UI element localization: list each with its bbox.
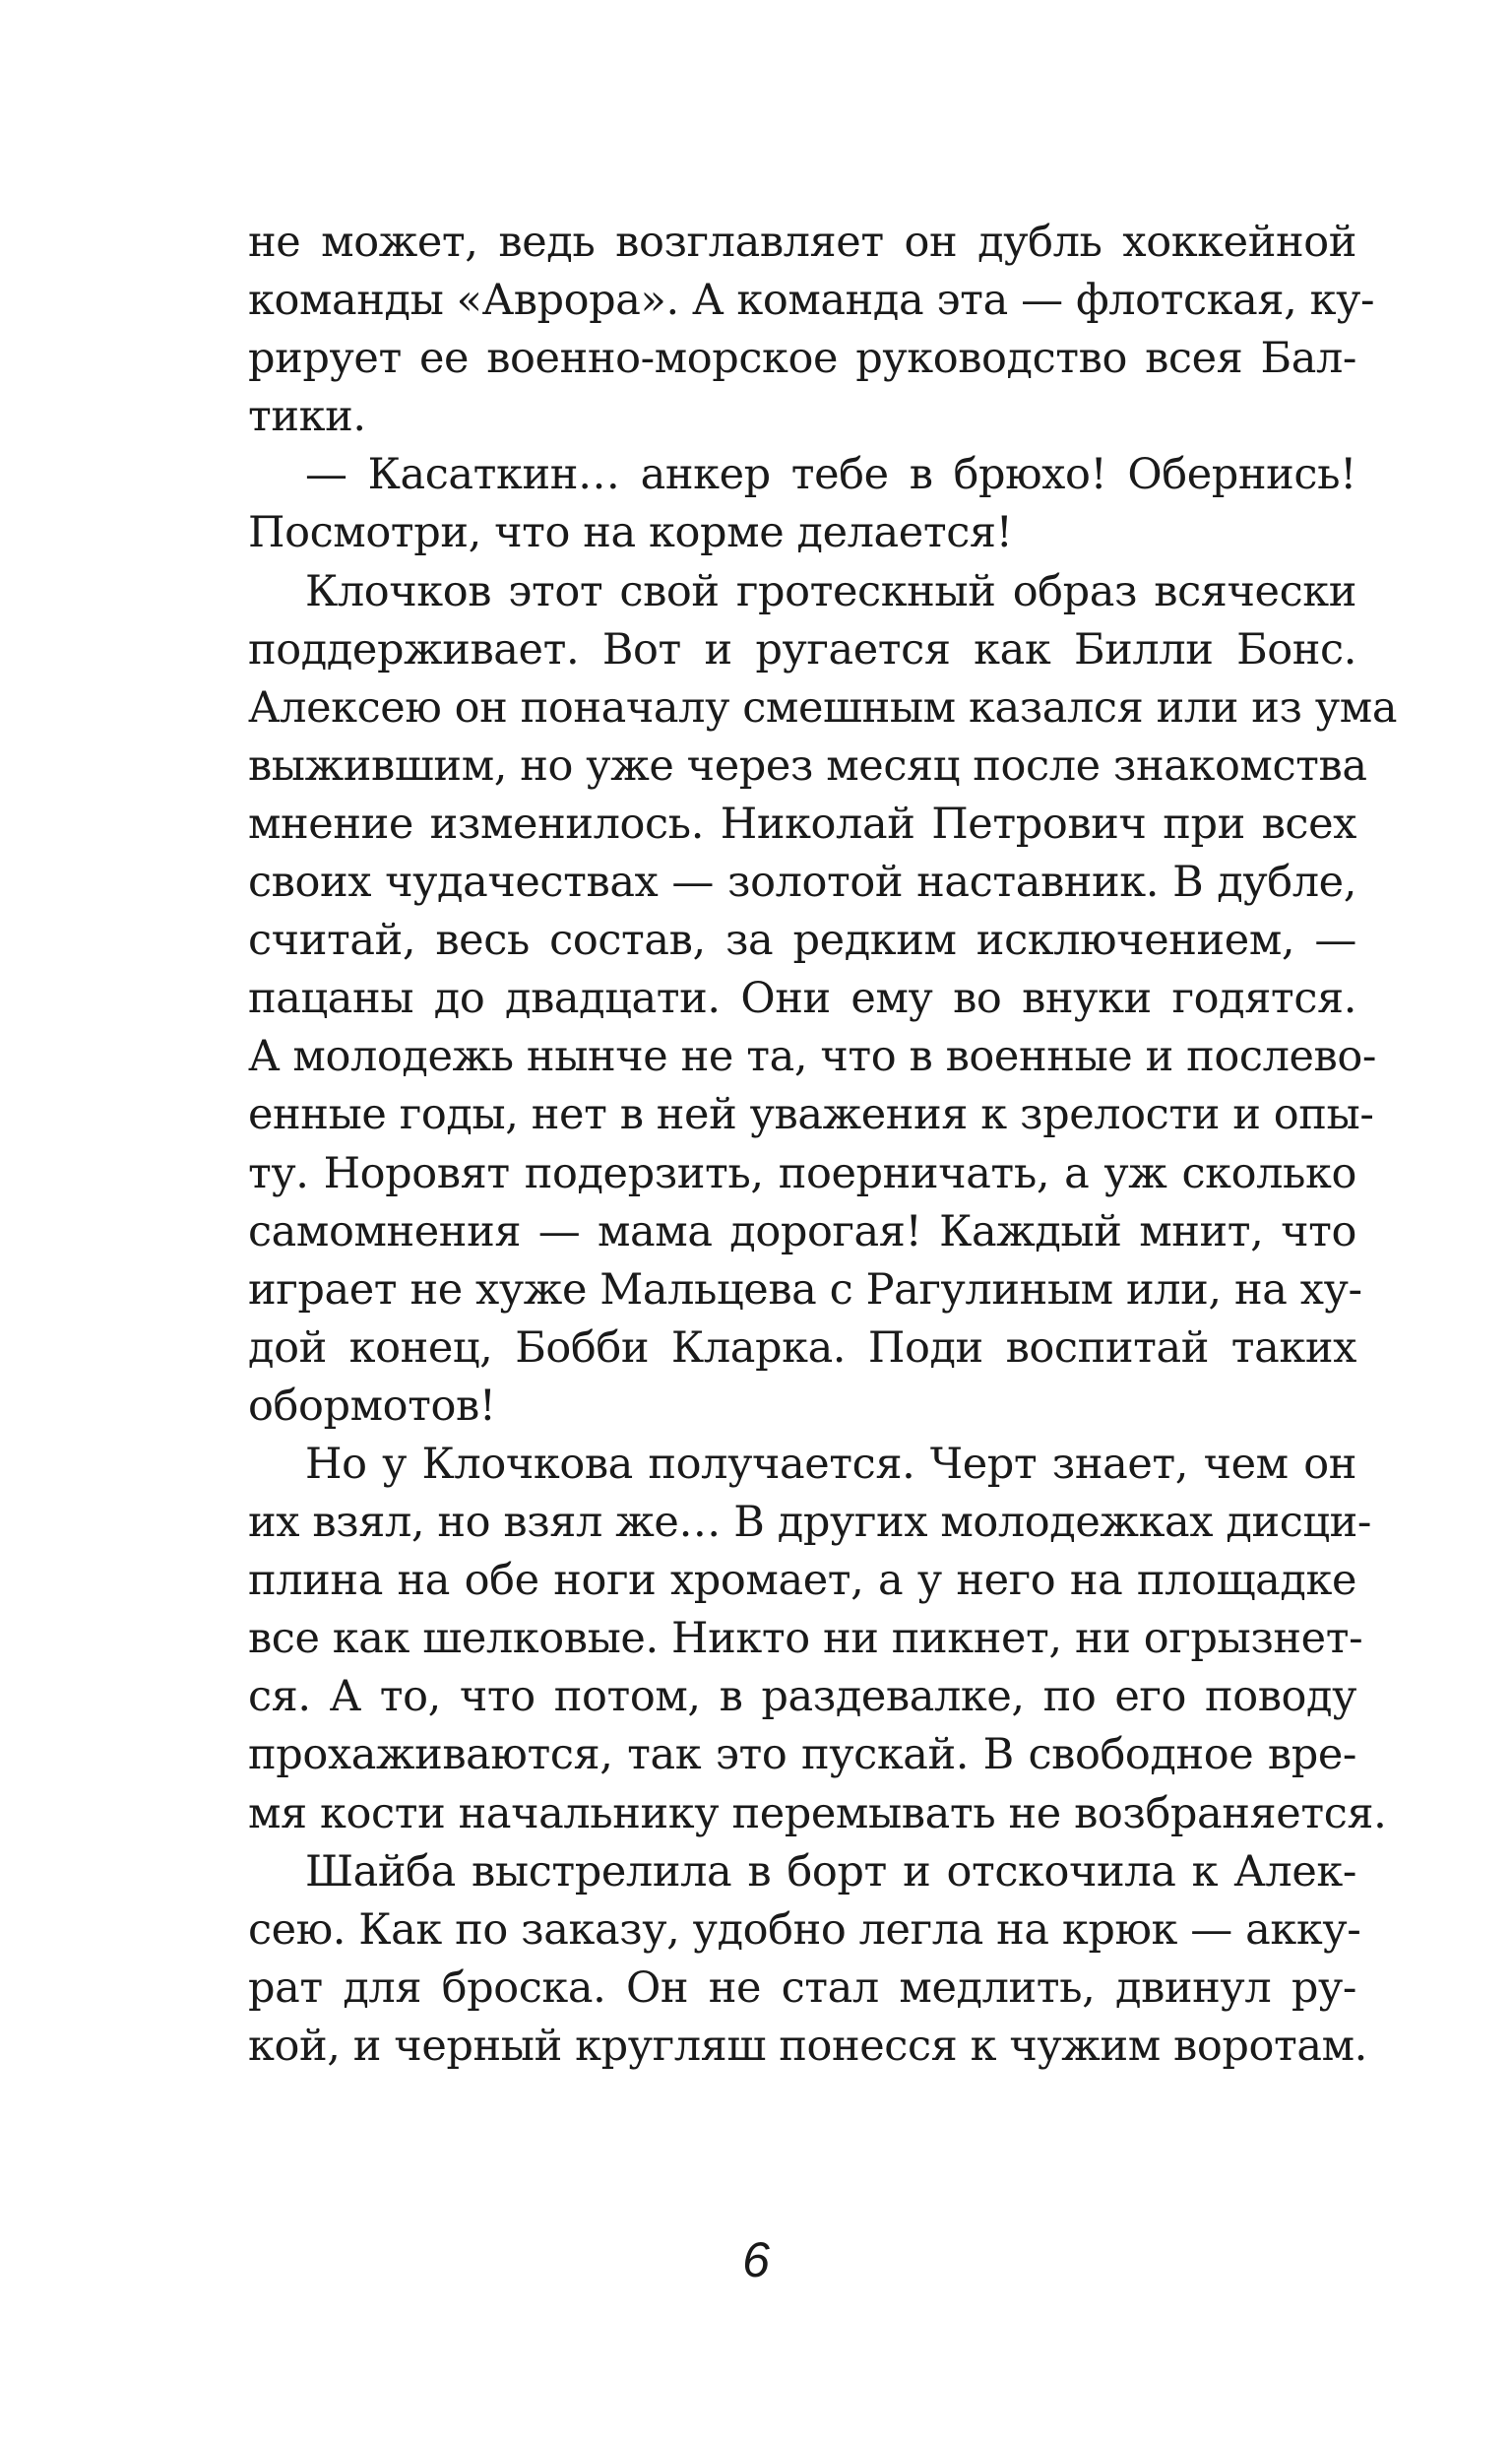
text-line: все как шелковые. Никто ни пикнет, ни огрызнет- (248, 1614, 1363, 1664)
text-line: Алексею он поначалу смешным казался или из ума (248, 682, 1398, 733)
text-line: их взял, но взял же… В других молодежках дисци- (248, 1498, 1372, 1548)
text-line: Но у Клочкова получается. Черт знает, чем он (305, 1439, 1356, 1489)
text-line: тики. (248, 392, 366, 442)
text-line: Шайба выстрелила в борт и отскочила к Алек- (305, 1846, 1356, 1897)
text-line: пацаны до двадцати. Они ему во внуки годятся. (248, 974, 1356, 1024)
text-line: кой, и черный кругляш понесся к чужим воротам. (248, 2021, 1367, 2071)
body-text (248, 214, 1398, 2076)
text-line: Посмотри, что на корме делается! (248, 508, 1013, 558)
text-line: дой конец, Бобби Кларка. Поди воспитай таких (248, 1322, 1356, 1373)
text-line: Клочков этот свой гротескный образ всячески (305, 566, 1356, 616)
text-line: мнение изменилось. Николай Петрович при всех (248, 799, 1356, 849)
text-line: ся. А то, что потом, в раздевалке, по его поводу (248, 1672, 1356, 1722)
text-line: енные годы, нет в ней уважения к зрелости и опы- (248, 1090, 1374, 1140)
text-line: самомнения — мама дорогая! Каждый мнит, что (248, 1206, 1356, 1256)
text-line: А молодежь нынче не та, что в военные и послево- (248, 1032, 1376, 1082)
text-line: обормотов! (248, 1381, 496, 1431)
text-line: играет не хуже Мальцева с Рагулиным или, на ху- (248, 1264, 1362, 1315)
text-line: поддерживает. Вот и ругается как Билли Бонс. (248, 624, 1356, 675)
text-line: ту. Норовят подерзить, поерничать, а уж сколько (248, 1148, 1356, 1198)
text-line: мя кости начальнику перемывать не возбраняется. (248, 1788, 1387, 1838)
text-line: выжившим, но уже через месяц после знакомства (248, 740, 1367, 791)
text-line: — Касаткин… анкер тебе в брюхо! Обернись! (305, 450, 1356, 500)
text-line: плина на обе ноги хромает, а у него на площадке (248, 1556, 1356, 1606)
text-line: команды «Аврора». А команда эта — флотская, ку- (248, 276, 1375, 326)
text-line: рат для броска. Он не стал медлить, двинул ру- (248, 1962, 1356, 2013)
text-line: прохаживаются, так это пускай. В свободное вре- (248, 1730, 1356, 1780)
text-line: не может, ведь возглавляет он дубль хоккейной (248, 218, 1356, 267)
page-number: 6 (742, 2232, 770, 2287)
text-line: сею. Как по заказу, удобно легла на крюк — акку- (248, 1904, 1361, 1955)
text-line: считай, весь состав, за редким исключением, — (248, 916, 1356, 966)
text-line: своих чудачествах — золотой наставник. В дубле, (248, 858, 1356, 908)
text-line: рирует ее военно-морское руководство всея Бал- (248, 334, 1356, 384)
